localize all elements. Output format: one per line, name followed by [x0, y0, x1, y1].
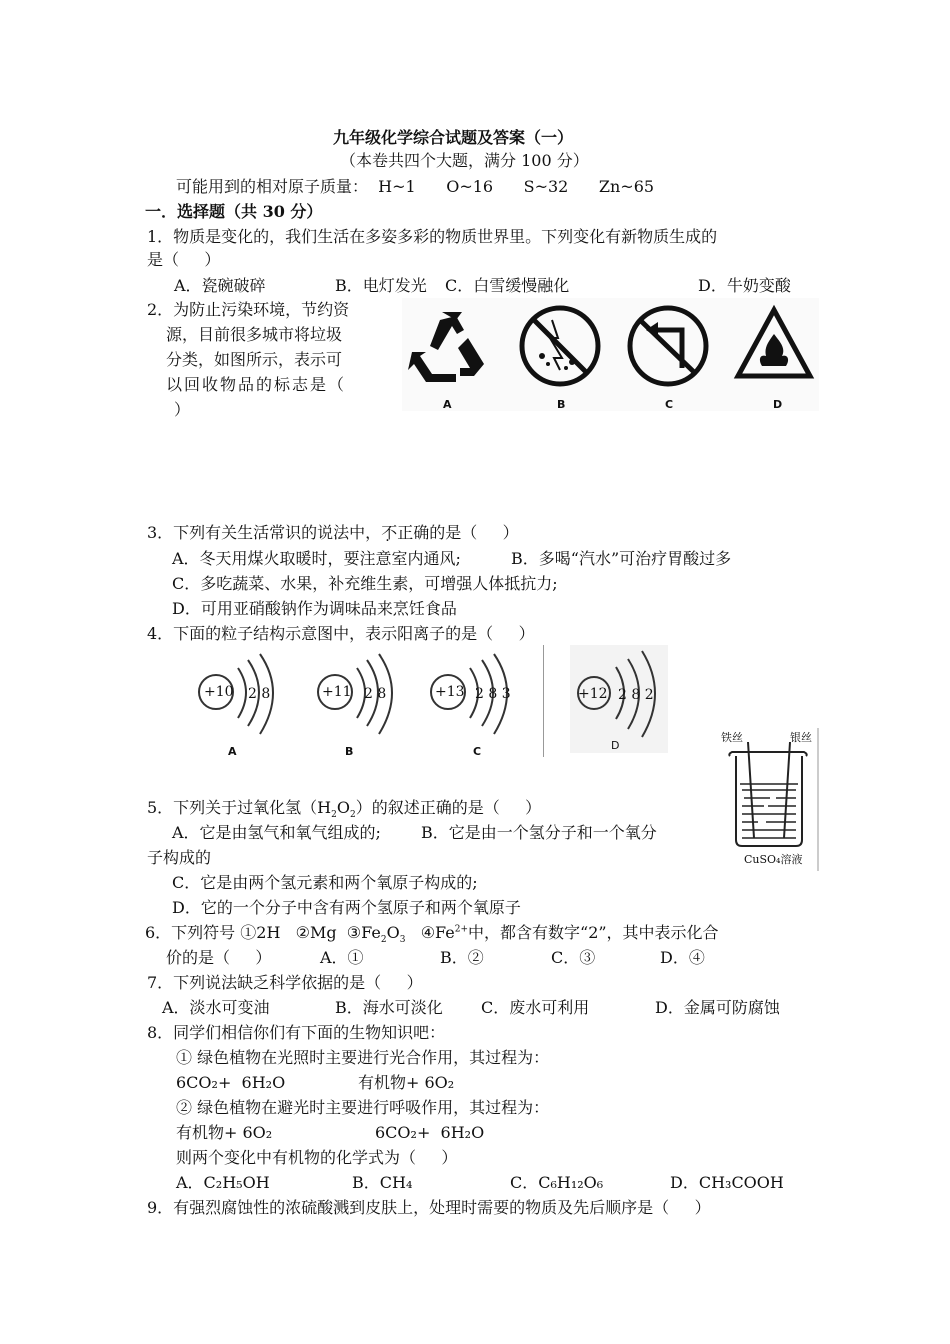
sign-label-a: A	[443, 398, 452, 411]
q8-equation1-left: 6CO₂+ 6H₂O	[176, 1073, 286, 1092]
q2-stem-line5: ）	[174, 400, 191, 419]
q6-option-c: C．③	[551, 948, 596, 967]
q4-stem: 4．下面的粒子结构示意图中，表示阳离子的是（ ）	[147, 624, 535, 643]
q5-option-d: D．它的一个分子中含有两个氢原子和两个氧原子	[172, 898, 521, 917]
q1-option-c: C．白雪缓慢融化	[445, 276, 570, 295]
page-subtitle: （本卷共四个大题，满分 100 分）	[340, 151, 589, 170]
q5-option-a: A．它是由氢气和氧气组成的;	[172, 823, 381, 842]
atom-d-nucleus: +12	[578, 686, 608, 702]
q6-option-d: D．④	[660, 948, 705, 967]
atom-label-a: A	[228, 745, 237, 758]
q8-ask: 则两个变化中有机物的化学式为（ ）	[176, 1148, 458, 1167]
figure-divider	[543, 645, 544, 757]
q3-option-a: A．冬天用煤火取暖时，要注意室内通风;	[172, 549, 461, 568]
q1-option-a: A．瓷碗破碎	[174, 276, 266, 295]
page-title: 九年级化学综合试题及答案（一）	[333, 128, 574, 147]
no-littering-icon	[522, 308, 598, 384]
atom-d-shells: 2 8 2	[618, 687, 654, 703]
q6-option-b: B．②	[440, 948, 484, 967]
q6-stem-line1: 6．下列符号 ①2H ②Mg $③Fe_2O_3$ $④Fe^{2+}$中，都含有数字“2”，其中表示化合	[145, 923, 719, 946]
q6-option-a: A．①	[320, 948, 364, 967]
q2-stem-line3: 分类，如图所示，表示可	[166, 350, 343, 369]
q3-stem: 3．下列有关生活常识的说法中，不正确的是（ ）	[147, 523, 519, 542]
q1-option-d: D．牛奶变酸	[698, 276, 791, 295]
sign-label-b: B	[557, 398, 566, 411]
q6-stem-line2: 价的是（ ）	[166, 948, 272, 967]
q8-equation2-left: 有机物+ 6O₂	[176, 1123, 273, 1142]
q3-option-c: C．多吃蔬菜、水果，补充维生素，可增强人体抵抗力;	[172, 574, 558, 593]
q8-option-b: B．CH₄	[352, 1173, 413, 1192]
atom-label-b: B	[345, 745, 354, 758]
q5-stem: 5．下列关于过氧化氢$(H_2O_2)$的叙述正确的是（ ）	[147, 798, 542, 821]
q7-option-c: C．废水可利用	[481, 998, 590, 1017]
q2-stem-line2: 源，目前很多城市将垃圾	[166, 325, 343, 344]
q1-stem-line2: 是（ ）	[147, 250, 221, 269]
atomic-masses: 可能用到的相对原子质量： H~1 O~16 S~32 Zn~65	[176, 177, 655, 196]
q2-stem-line1: 2．为防止污染环境，节约资	[147, 300, 350, 319]
q7-option-b: B．海水可淡化	[335, 998, 443, 1017]
section-heading: 一．选择题（共 30 分）	[145, 202, 323, 221]
atom-a-nucleus: +10	[204, 684, 234, 700]
q2-stem-line4: 以回收物品的标志是（	[166, 375, 347, 394]
flammable-warning-icon	[738, 310, 810, 376]
q7-stem: 7．下列说法缺乏科学依据的是（ ）	[147, 973, 423, 992]
q7-option-a: A．淡水可变油	[162, 998, 270, 1017]
beaker-label-solution: CuSO₄溶液	[744, 853, 803, 866]
q9-stem: 9．有强烈腐蚀性的浓硫酸溅到皮肤上，处理时需要的物质及先后顺序是（ ）	[147, 1198, 711, 1217]
q8-equation1-right: 有机物+ 6O₂	[358, 1073, 455, 1092]
beaker-label-silver: 银丝	[790, 731, 812, 744]
q5-option-b: B．它是由一个氢分子和一个氧分	[421, 823, 657, 842]
beaker-label-iron: 铁丝	[721, 731, 743, 744]
q8-point1: ① 绿色植物在光照时主要进行光合作用，其过程为：	[176, 1048, 550, 1067]
q8-equation2-right: 6CO₂+ 6H₂O	[375, 1123, 485, 1142]
sign-label-d: D	[773, 398, 783, 411]
q5-option-c: C．它是由两个氢元素和两个氧原子构成的;	[172, 873, 478, 892]
recycle-icon	[408, 312, 484, 382]
q3-option-b: B．多喝“汽水”可治疗胃酸过多	[511, 549, 732, 568]
emphasis-not: 不	[381, 523, 398, 542]
atom-label-d: D	[611, 739, 620, 752]
q1-stem-line1: 1．物质是变化的，我们生活在多姿多彩的物质世界里。下列变化有新物质生成的	[147, 227, 718, 246]
q8-option-d: D．CH₃COOH	[670, 1173, 784, 1192]
beaker-figure	[718, 728, 821, 871]
q8-option-a: A．C₂H₅OH	[176, 1173, 270, 1192]
atom-b-shells: 2 8	[364, 686, 387, 702]
atom-c-nucleus: +13	[435, 684, 465, 700]
atom-a-shells: 2 8	[248, 686, 271, 702]
atom-c-shells: 2 8 3	[475, 686, 511, 702]
q8-stem: 8．同学们相信你们有下面的生物知识吧：	[147, 1023, 446, 1042]
q5-option-b-cont: 子构成的	[147, 848, 212, 867]
atom-label-c: C	[473, 745, 482, 758]
q7-option-d: D．金属可防腐蚀	[655, 998, 780, 1017]
recycling-signs-figure	[402, 298, 819, 411]
q3-option-d: D．可用亚硝酸钠作为调味品来烹饪食品	[172, 599, 457, 618]
q8-point2: ② 绿色植物在避光时主要进行呼吸作用，其过程为：	[176, 1098, 550, 1117]
atom-b-nucleus: +11	[322, 684, 352, 700]
q8-option-c: C．C₆H₁₂O₆	[510, 1173, 604, 1192]
sign-label-c: C	[665, 398, 674, 411]
prohibition-sign-icon	[630, 308, 706, 384]
q1-option-b: B．电灯发光	[335, 276, 427, 295]
